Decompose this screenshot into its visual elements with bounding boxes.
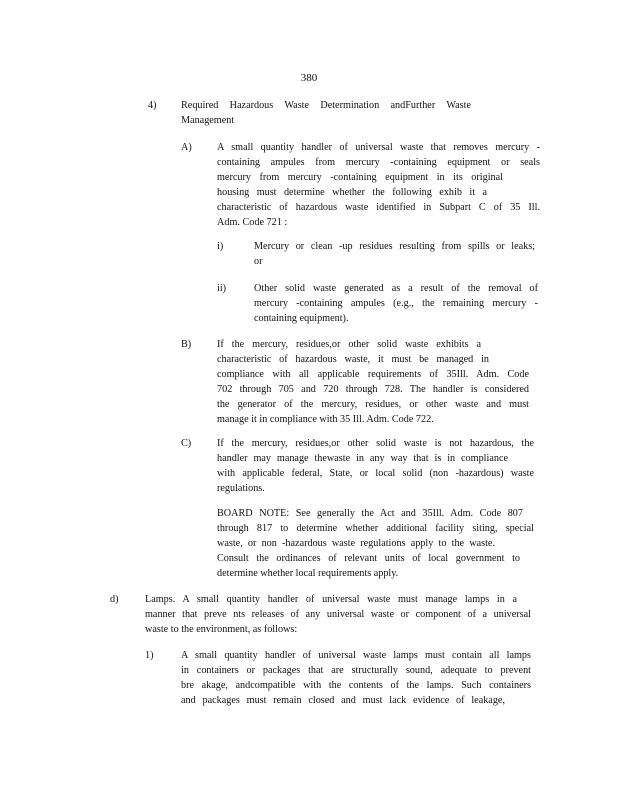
text-line: containing equipment).	[254, 312, 349, 324]
item-d-paragraph	[145, 593, 531, 638]
text-line: in containers or packages that are structurally sound, adequate to prevent	[181, 664, 531, 676]
item-4B-paragraph	[217, 338, 529, 427]
text-line: Consult the ordinances of relevant units of local government to	[217, 552, 520, 564]
item-4A-paragraph	[217, 141, 540, 230]
text-line: handler may manage thewaste in any way that is in compliance	[217, 452, 508, 464]
text-line: mercury -containing ampules (e.g., the remaining mercury -	[254, 297, 538, 309]
text-line: 702 through 705 and 720 through 728. The handler is considered	[217, 383, 529, 395]
text-line: If the mercury, residues,or other solid waste exhibits a	[217, 339, 481, 350]
text-line: housing must determine whether the following exhib it a	[217, 186, 487, 198]
text-line: Required Hazardous Waste Determination andFurther Waste	[181, 100, 471, 111]
item-d1-paragraph	[181, 649, 531, 709]
item-4Aii-paragraph	[254, 282, 538, 327]
page-number: 380	[300, 72, 318, 84]
item-4Ai-label: i)	[217, 241, 224, 252]
text-line: A small quantity handler of universal waste that removes mercury -	[217, 142, 540, 153]
text-line: If the mercury, residues,or other solid waste is not hazardous, the	[217, 438, 534, 449]
text-line: waste to the environment, as follows:	[145, 623, 298, 635]
text-line: Management	[181, 114, 235, 126]
item-4C-paragraph	[217, 437, 534, 497]
item-d-label: d)	[110, 594, 119, 605]
item-4B-label: B)	[181, 339, 192, 350]
text-line: A small quantity handler of universal waste lamps must contain all lamps	[181, 650, 531, 661]
text-line: through 817 to determine whether additional facility siting, special	[217, 522, 534, 534]
text-line: Mercury or clean -up residues resulting from spills or leaks;	[254, 241, 535, 252]
item-4Ai-paragraph	[254, 240, 535, 270]
item-4-label: 4)	[148, 100, 157, 111]
text-line: manner that preve nts releases of any universal waste or component of a universal	[145, 608, 531, 620]
text-line: the generator of the mercury, residues, or other waste and must	[217, 398, 529, 410]
item-4A-label: A)	[181, 142, 192, 153]
text-line: Lamps. A small quantity handler of universal waste must manage lamps in a	[145, 594, 517, 605]
text-line: with applicable federal, State, or local solid (non -hazardous) waste	[217, 467, 534, 479]
text-line: containing ampules from mercury -containing equipment or seals	[217, 156, 540, 168]
text-line: waste, or non -hazardous waste regulations apply to the waste.	[217, 537, 495, 549]
text-line: BOARD NOTE: See generally the Act and 35Ill. Adm. Code 807	[217, 508, 523, 519]
text-line: characteristic of hazardous waste, it must be managed in	[217, 353, 489, 365]
text-line: bre akage, andcompatible with the contents of the lamps. Such containers	[181, 679, 531, 691]
text-line: manage it in compliance with 35 Ill. Adm. Code 722.	[217, 413, 434, 425]
text-line: Adm. Code 721 :	[217, 216, 288, 228]
item-4Aii-label: ii)	[217, 283, 227, 294]
text-line: characteristic of hazardous waste identified in Subpart C of 35 Ill.	[217, 201, 540, 213]
text-line: Other solid waste generated as a result of the removal of	[254, 283, 538, 294]
item-4C-label: C)	[181, 438, 192, 449]
text-line: determine whether local requirements apply.	[217, 567, 399, 579]
text-line: mercury from mercury -containing equipment in its original	[217, 171, 503, 183]
text-line: compliance with all applicable requirements of 35Ill. Adm. Code	[217, 368, 529, 380]
board-note	[217, 507, 534, 582]
item-d1-label: 1)	[145, 650, 154, 661]
text-line: and packages must remain closed and must lack evidence of leakage,	[181, 694, 505, 706]
item-4-heading	[181, 99, 471, 129]
text-line: or	[254, 255, 263, 267]
text-line: regulations.	[217, 482, 265, 494]
